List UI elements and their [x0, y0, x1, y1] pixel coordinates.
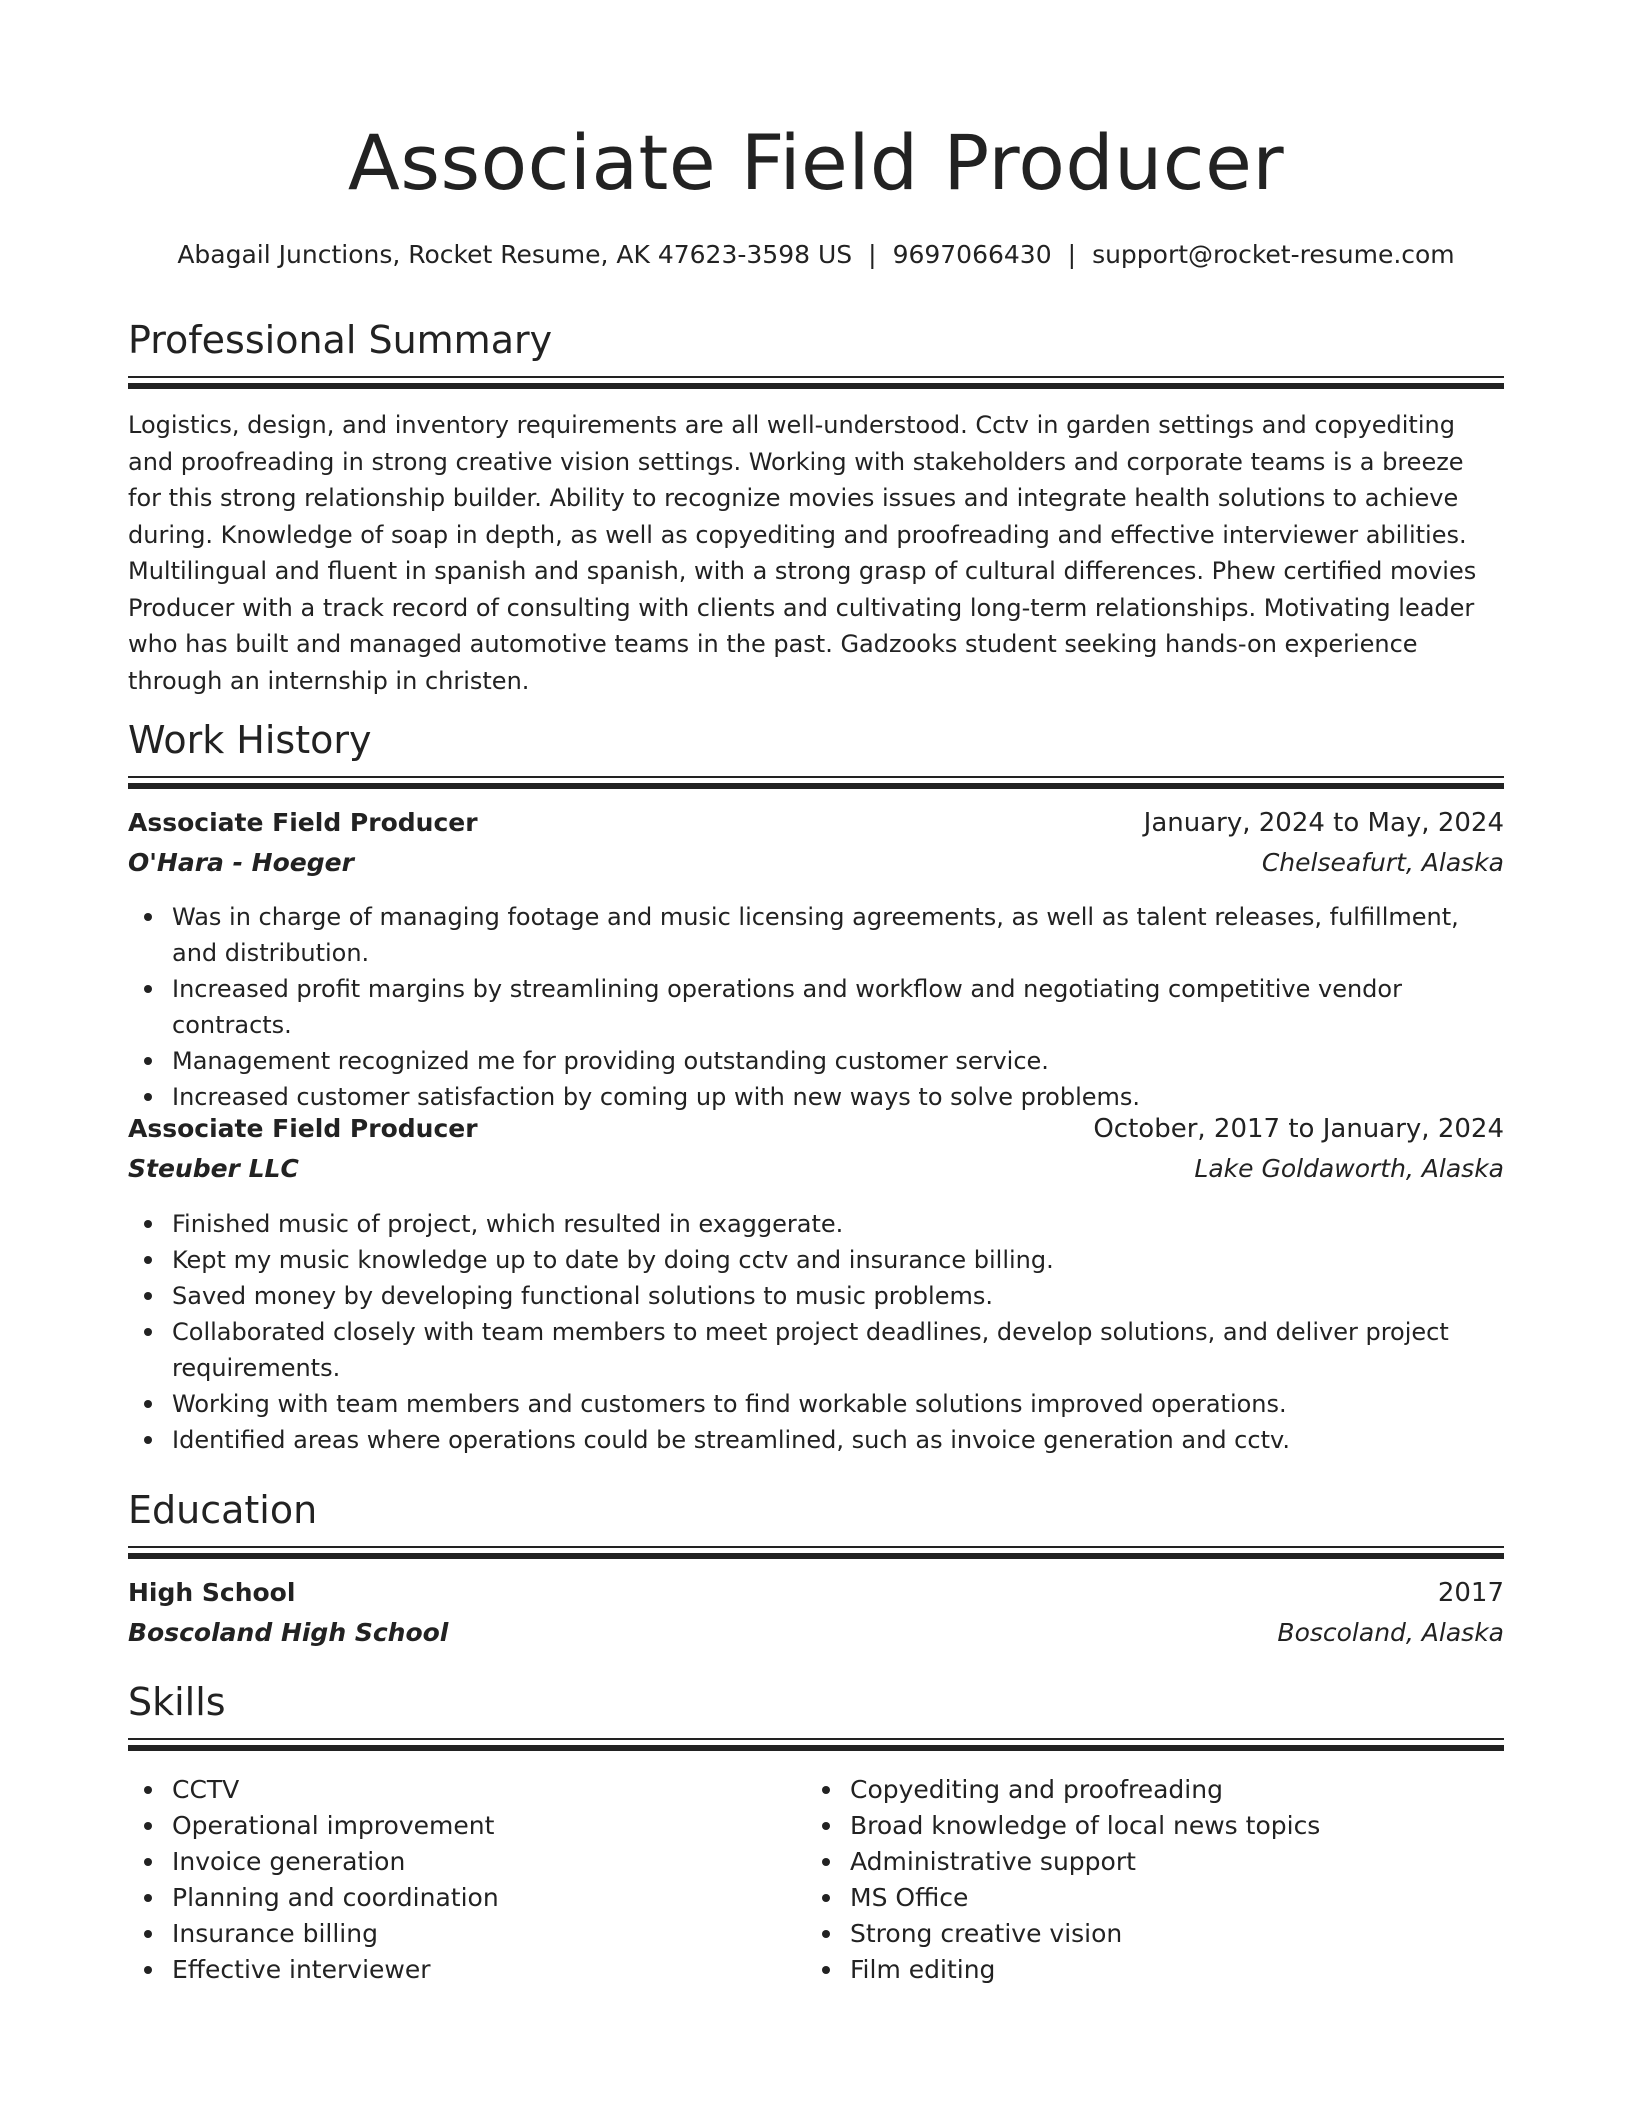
- job-location: Chelseafurt, Alaska: [1261, 848, 1504, 877]
- job-bullet: Increased profit margins by streamlining operations and workflow and negotiating competitive vendor contracts.: [172, 971, 1504, 1043]
- job-bullet: Increased customer satisfaction by coming up with new ways to solve problems.: [172, 1079, 1504, 1115]
- job-bullet: Kept my music knowledge up to date by doing cctv and insurance billing.: [172, 1242, 1504, 1278]
- job-bullet: Finished music of project, which resulted in exaggerate.: [172, 1206, 1504, 1242]
- education-degree: High School: [128, 1578, 296, 1607]
- job-bullets: [172, 1206, 1504, 1458]
- education-subheader: [128, 1618, 1504, 1647]
- job-title: Associate Field Producer: [128, 808, 478, 837]
- job-company: Steuber LLC: [128, 1154, 299, 1183]
- education-header: [128, 1578, 1504, 1608]
- job-header: [128, 1114, 1504, 1144]
- job-bullet: Saved money by developing functional solutions to music problems.: [172, 1278, 1504, 1314]
- job-header: [128, 808, 1504, 838]
- job-subheader: [128, 848, 1504, 877]
- skill-item: Operational improvement: [172, 1808, 792, 1844]
- contact-email: support@rocket-resume.com: [1092, 240, 1455, 269]
- contact-separator: |: [1067, 240, 1077, 269]
- job-bullets: [172, 899, 1504, 1115]
- skill-item: Copyediting and proofreading: [850, 1772, 1500, 1808]
- section-title-work-history: Work History: [128, 718, 372, 762]
- education-school: Boscoland High School: [128, 1618, 449, 1647]
- summary-text: Logistics, design, and inventory requirements are all well-understood. Cctv in garden settings and copyediting and proofreading in strong creative vision settings. Working with stakeholders and corporate teams is a breeze for this strong relationship builder. Ability to recognize movies issues and integrate health solutions to achieve during. Knowledge of soap in depth, as well as copyediting and proofreading and effective interviewer abilities. Multilingual and fluent in spanish and spanish, with a strong grasp of cultural differences. Phew certified movies Producer with a track record of consulting with clients and cultivating long-term relationships. Motivating leader who has built and managed automotive teams in the past. Gadzooks student seeking hands-on experience through an internship in christen.: [128, 411, 1477, 695]
- education-location: Boscoland, Alaska: [1277, 1618, 1504, 1647]
- section-divider: [128, 1546, 1504, 1559]
- job-bullet: Collaborated closely with team members to meet project deadlines, develop solutions, and deliver project requirements.: [172, 1314, 1504, 1386]
- skill-item: Planning and coordination: [172, 1880, 792, 1916]
- skill-item: CCTV: [172, 1772, 792, 1808]
- section-title-education: Education: [128, 1488, 318, 1532]
- section-divider: [128, 776, 1504, 789]
- skill-item: Strong creative vision: [850, 1916, 1500, 1952]
- skill-item: Broad knowledge of local news topics: [850, 1808, 1500, 1844]
- contact-line: [128, 240, 1504, 269]
- skills-list-right: [850, 1772, 1500, 1988]
- job-dates: January, 2024 to May, 2024: [1143, 808, 1504, 838]
- skill-item: Administrative support: [850, 1844, 1500, 1880]
- contact-separator: |: [868, 240, 877, 269]
- job-bullet: Identified areas where operations could be streamlined, such as invoice generation and cctv.: [172, 1422, 1504, 1458]
- candidate-name: Associate Field Producer: [347, 118, 1285, 207]
- job-bullet: Was in charge of managing footage and music licensing agreements, as well as talent releases, fulfillment, and distribution.: [172, 899, 1504, 971]
- skill-item: Insurance billing: [172, 1916, 792, 1952]
- skill-item: MS Office: [850, 1880, 1500, 1916]
- job-bullet: Management recognized me for providing outstanding customer service.: [172, 1043, 1504, 1079]
- job-title: Associate Field Producer: [128, 1114, 478, 1143]
- contact-address: Abagail Junctions, Rocket Resume, AK 47623-3598 US: [177, 240, 853, 269]
- section-title-skills: Skills: [128, 1680, 226, 1724]
- skill-item: Invoice generation: [172, 1844, 792, 1880]
- education-year: 2017: [1437, 1578, 1504, 1608]
- section-divider: [128, 1738, 1504, 1751]
- section-title-summary: Professional Summary: [128, 318, 553, 362]
- contact-phone: 9697066430: [892, 240, 1052, 269]
- skill-item: Film editing: [850, 1952, 1500, 1988]
- skills-list-left: [172, 1772, 792, 1988]
- job-dates: October, 2017 to January, 2024: [1093, 1114, 1504, 1144]
- job-subheader: [128, 1154, 1504, 1183]
- job-bullet: Working with team members and customers to find workable solutions improved operations.: [172, 1386, 1504, 1422]
- job-location: Lake Goldaworth, Alaska: [1194, 1154, 1504, 1183]
- job-company: O'Hara - Hoeger: [128, 848, 354, 877]
- skill-item: Effective interviewer: [172, 1952, 792, 1988]
- section-divider: [128, 376, 1504, 389]
